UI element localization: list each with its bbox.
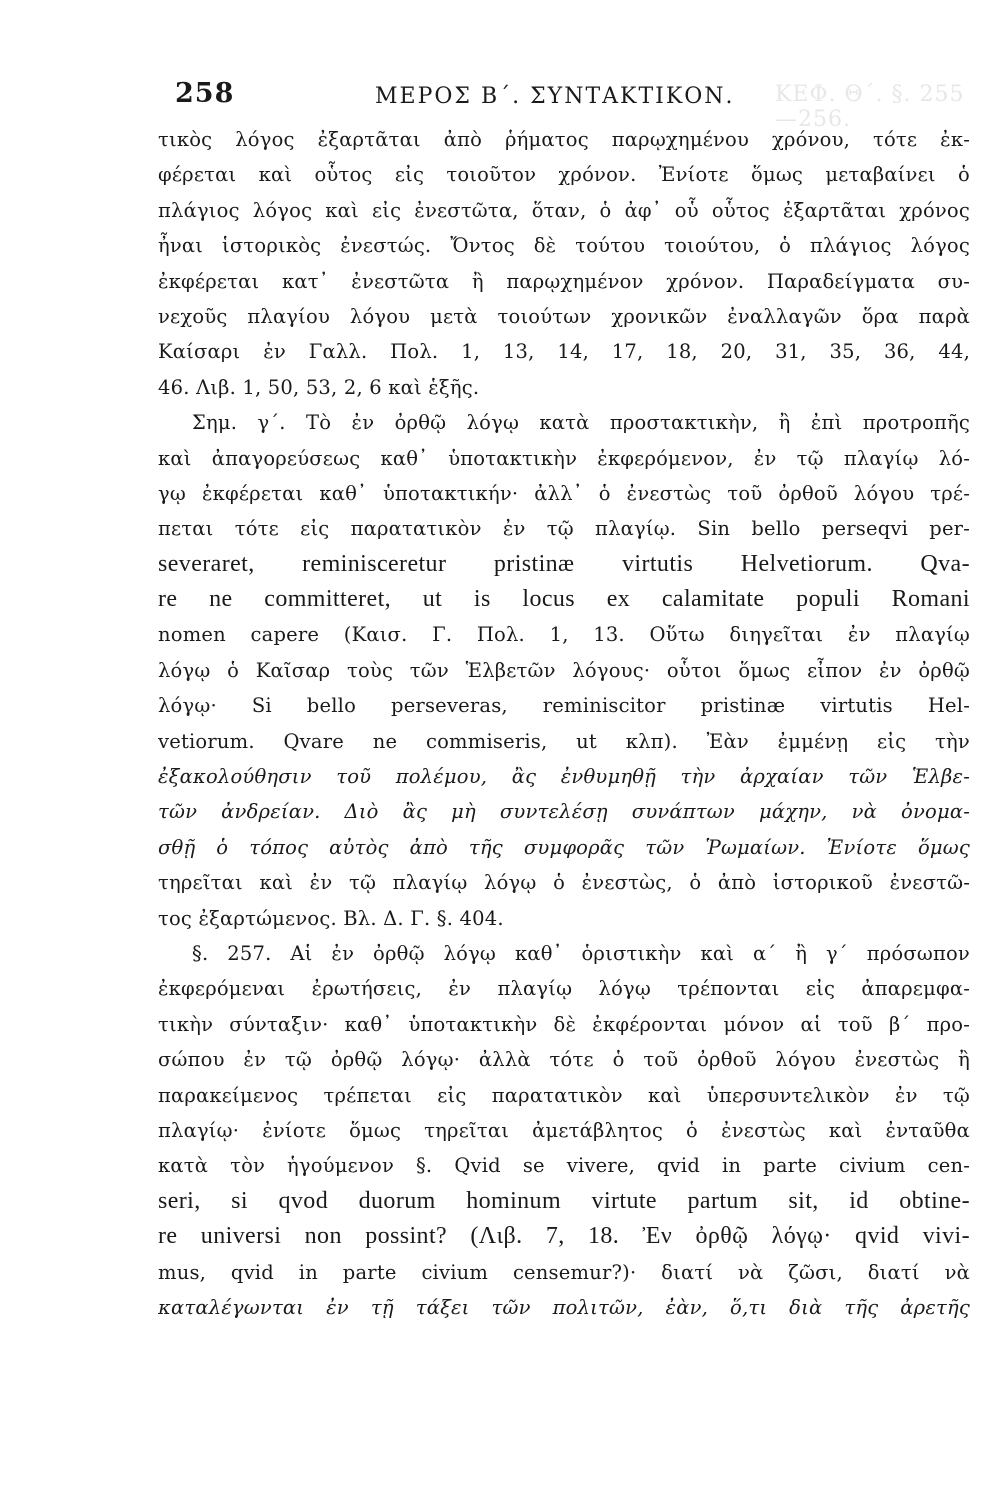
text-line: ἐκφερόμεναι ἐρωτήσεις, ἐν πλαγίῳ λόγῳ τρέπονται εἰς ἀπαρεμφα- bbox=[158, 977, 970, 1001]
text-line: mus, qvid in parte civium censemur?)· διατί νὰ ζῶσι, διατί νὰ bbox=[158, 1260, 970, 1284]
text-line: καὶ ἀπαγορεύσεως καθ᾽ ὑποτακτικὴν ἐκφερόμενον, ἐν τῷ πλαγίῳ λό- bbox=[158, 446, 970, 470]
text-line: vetiorum. Qvare ne commiseris, ut κλπ). Ἐὰν ἐμμένῃ εἰς τὴν bbox=[158, 729, 970, 753]
text-line: τικὸς λόγος ἐξαρτᾶται ἀπὸ ῥήματος παρῳχημένου χρόνου, τότε ἐκ- bbox=[158, 128, 970, 151]
latin-line: seri, si qvod duorum hominum virtute partum sit, id obtine- bbox=[158, 1187, 970, 1214]
italic-line: ἐξακολούθησιν τοῦ πολέμου, ἂς ἐνθυμηθῇ τὴν ἀρχαίαν τῶν Ἑλβε- bbox=[158, 765, 970, 789]
text-line: ἦναι ἱστορικὸς ἐνεστώς. Ὄντος δὲ τούτου τοιούτου, ὁ πλάγιος λόγος bbox=[158, 234, 970, 258]
text-line: πλαγίῳ· ἐνίοτε ὅμως τηρεῖται ἀμετάβλητος ὁ ἐνεστὼς καὶ ἐνταῦθα bbox=[158, 1118, 970, 1142]
text-line: πλάγιος λόγος καὶ εἰς ἐνεστῶτα, ὅταν, ὁ ἀφ᾽ οὗ οὗτος ἐξαρτᾶται χρόνος bbox=[158, 198, 970, 222]
text-line: τηρεῖται καὶ ἐν τῷ πλαγίῳ λόγῳ ὁ ἐνεστὼς, ὁ ἀπὸ ἱστορικοῦ ἐνεστῶ- bbox=[158, 871, 970, 895]
text-line: φέρεται καὶ οὗτος εἰς τοιοῦτον χρόνον. Ἐνίοτε ὅμως μεταβαίνει ὁ bbox=[158, 163, 970, 187]
text-line: λόγῳ ὁ Καῖσαρ τοὺς τῶν Ἑλβετῶν λόγους· οὗτοι ὅμως εἶπον ἐν ὀρθῷ bbox=[158, 658, 970, 682]
note-line: Σημ. γ΄. Τὸ ἐν ὀρθῷ λόγῳ κατὰ προστακτικὴν, ἢ ἐπὶ προτροπῆς bbox=[192, 411, 970, 435]
text-line: ἐκφέρεται κατ᾽ ἐνεστῶτα ἢ παρῳχημένον χρόνον. Παραδείγματα συ- bbox=[158, 269, 970, 293]
section-line: §. 257. Αἱ ἐν ὀρθῷ λόγῳ καθ᾽ ὁριστικὴν καὶ α΄ ἢ γ΄ πρόσωπον bbox=[192, 941, 970, 965]
page-number: 258 bbox=[175, 78, 235, 109]
italic-line: καταλέγωνται ἐν τῇ τάξει τῶν πολιτῶν, ἐὰν, ὅ,τι διὰ τῆς ἀρετῆς bbox=[158, 1295, 970, 1319]
text-line: Καίσαρι ἐν Γαλλ. Πολ. 1, 13, 14, 17, 18, 20, 31, 35, 36, 44, bbox=[158, 340, 970, 364]
text-line: σώπου ἐν τῷ ὀρθῷ λόγῳ· ἀλλὰ τότε ὁ τοῦ ὀρθοῦ λόγου ἐνεστὼς ἢ bbox=[158, 1048, 970, 1072]
text-line: παρακείμενος τρέπεται εἰς παρατατικὸν καὶ ὑπερσυντελικὸν ἐν τῷ bbox=[158, 1083, 970, 1107]
text-line: πεται τότε εἰς παρατατικὸν ἐν τῷ πλαγίῳ. Sin bello perseqvi per- bbox=[158, 517, 970, 541]
page-heading: ΜΕΡΟΣ Β΄. ΣΥΝΤΑΚΤΙΚΟΝ. bbox=[375, 84, 735, 109]
text-line: nomen capere (Καισ. Γ. Πολ. 1, 13. Οὕτω διηγεῖται ἐν πλαγίῳ bbox=[158, 623, 970, 647]
text-line: λόγῳ· Si bello perseveras, reminiscitor pristinæ virtutis Hel- bbox=[158, 694, 970, 718]
running-head bbox=[175, 78, 965, 132]
bleed-through-heading: ΚΕΦ. Θ΄. §. 255—256. bbox=[775, 82, 965, 132]
italic-line: τῶν ἀνδρείαν. Διὸ ἂς μὴ συντελέσῃ συνάπτων μάχην, νὰ ὀνομα- bbox=[158, 800, 970, 824]
latin-line: re universi non possint? (Λιβ. 7, 18. Ἐν ὀρθῷ λόγῳ· qvid vivi- bbox=[158, 1223, 970, 1250]
text-line: κατὰ τὸν ἡγούμενον §. Qvid se vivere, qvid in parte civium cen- bbox=[158, 1154, 970, 1178]
latin-line: severaret, reminisceretur pristinæ virtutis Helvetiorum. Qva- bbox=[158, 550, 970, 577]
text-line: γῳ ἐκφέρεται καθ᾽ ὑποτακτικήν· ἀλλ᾽ ὁ ἐνεστὼς τοῦ ὀρθοῦ λόγου τρέ- bbox=[158, 481, 970, 505]
text-line: τος ἐξαρτώμενος. Βλ. Δ. Γ. §. 404. bbox=[158, 906, 504, 930]
text-line: τικὴν σύνταξιν· καθ᾽ ὑποτακτικὴν δὲ ἐκφέρονται μόνον αἱ τοῦ β΄ προ- bbox=[158, 1012, 970, 1036]
body-text bbox=[158, 122, 970, 1325]
latin-line: re ne committeret, ut is locus ex calamitate populi Romani bbox=[158, 586, 970, 613]
text-line: νεχοῦς πλαγίου λόγου μετὰ τοιούτων χρονικῶν ἐναλλαγῶν ὅρα παρὰ bbox=[158, 304, 970, 328]
text-line: 46. Λιβ. 1, 50, 53, 2, 6 καὶ ἑξῆς. bbox=[158, 375, 480, 399]
italic-line: σθῇ ὁ τόπος αὐτὸς ἀπὸ τῆς συμφορᾶς τῶν Ῥωμαίων. Ἐνίοτε ὅμως bbox=[158, 835, 970, 859]
